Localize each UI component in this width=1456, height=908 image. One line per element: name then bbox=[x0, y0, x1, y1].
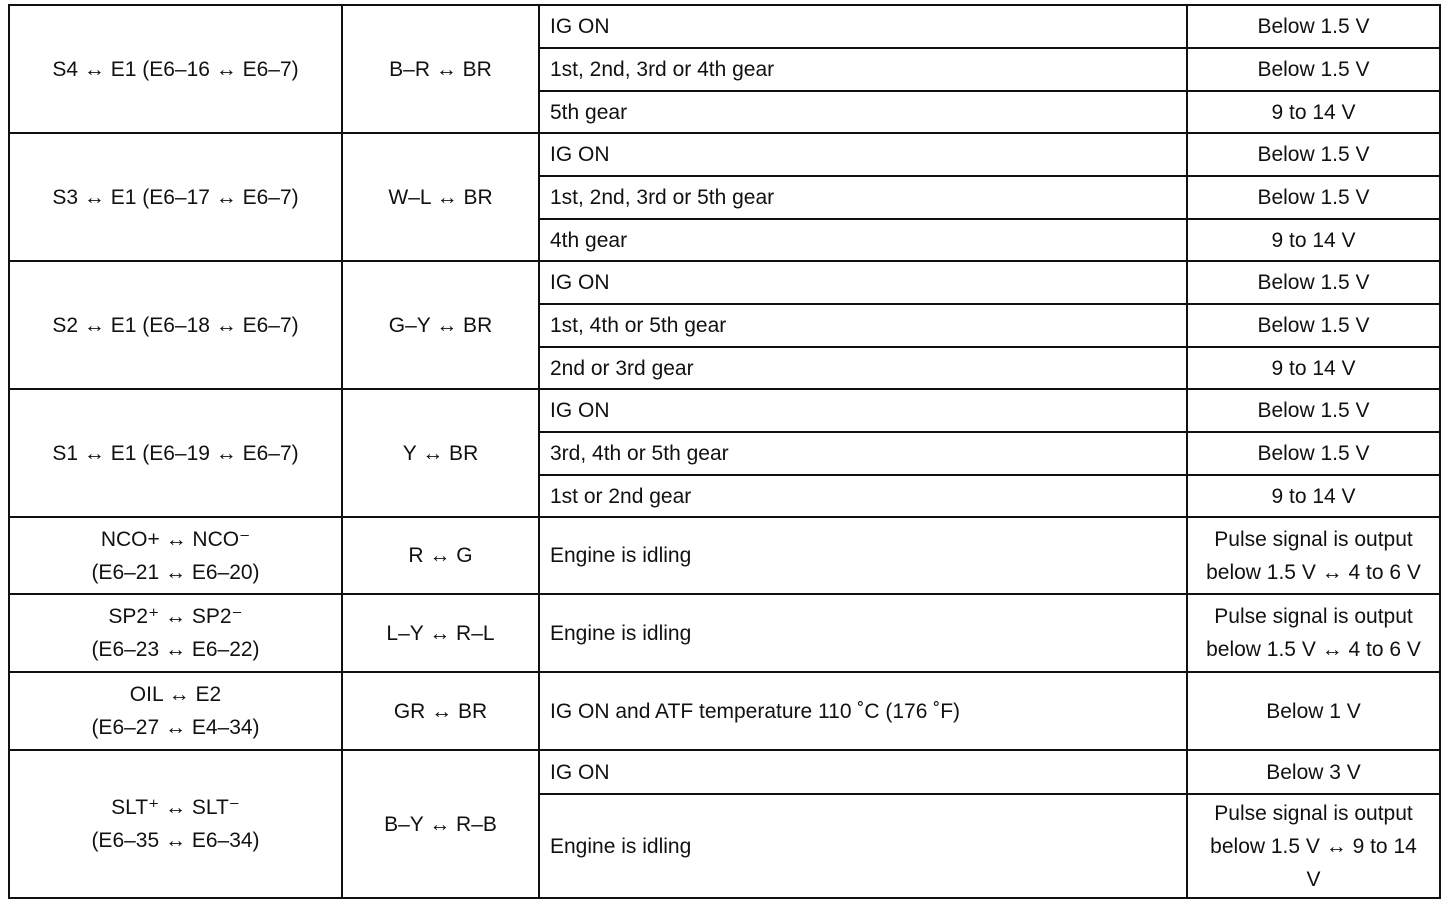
cell-line: (E6–35 ↔ E6–34) bbox=[91, 829, 260, 852]
specified-condition-cell bbox=[1187, 475, 1440, 517]
specified-condition-cell bbox=[1187, 389, 1440, 432]
specified-condition-cell bbox=[1187, 750, 1440, 794]
cell-line: below 1.5 V ↔ 4 to 6 V bbox=[1206, 638, 1421, 661]
terminal-cell bbox=[9, 261, 342, 389]
terminal-cell bbox=[9, 672, 342, 750]
condition-cell: IG ON bbox=[539, 5, 1187, 48]
cell-line: below 1.5 V ↔ 4 to 6 V bbox=[1206, 560, 1421, 584]
condition-cell: IG ON bbox=[539, 133, 1187, 176]
cell-line: S3 ↔ E1 (E6–17 ↔ E6–7) bbox=[52, 185, 299, 209]
specified-condition-cell bbox=[1187, 261, 1440, 304]
wiring-color-cell: Y ↔ BR bbox=[342, 389, 539, 517]
cell-line: (E6–23 ↔ E6–22) bbox=[91, 638, 260, 661]
cell-line: Below 1.5 V bbox=[1257, 442, 1370, 465]
cell-line: SLT⁺ ↔ SLT⁻ bbox=[111, 796, 240, 819]
table-row bbox=[9, 517, 1440, 594]
cell-line: (E6–27 ↔ E4–34) bbox=[91, 716, 260, 739]
wiring-color-cell: B–Y ↔ R–B bbox=[342, 750, 539, 898]
terminal-cell bbox=[9, 750, 342, 898]
terminal-inspection-table bbox=[8, 4, 1441, 899]
wiring-color-cell: B–R ↔ BR bbox=[342, 5, 539, 133]
wiring-color-cell: L–Y ↔ R–L bbox=[342, 594, 539, 672]
specified-condition-cell bbox=[1187, 176, 1440, 219]
terminal-cell bbox=[9, 389, 342, 517]
wiring-color-cell: G–Y ↔ BR bbox=[342, 261, 539, 389]
terminal-cell bbox=[9, 133, 342, 261]
table-row bbox=[9, 5, 1440, 48]
specified-condition-cell bbox=[1187, 219, 1440, 261]
table-body bbox=[9, 5, 1440, 898]
condition-cell: IG ON bbox=[539, 261, 1187, 304]
wiring-color-cell: GR ↔ BR bbox=[342, 672, 539, 750]
cell-line: SP2⁺ ↔ SP2⁻ bbox=[108, 605, 243, 628]
cell-line: (E6–21 ↔ E6–20) bbox=[91, 560, 260, 584]
cell-line: NCO+ ↔ NCO⁻ bbox=[100, 527, 251, 551]
table-row bbox=[9, 261, 1440, 304]
cell-line: 9 to 14 V bbox=[1271, 356, 1356, 380]
condition-cell: 1st, 2nd, 3rd or 4th gear bbox=[539, 48, 1187, 91]
condition-cell: Engine is idling bbox=[539, 517, 1187, 594]
specified-condition-cell bbox=[1187, 672, 1440, 750]
cell-line: V bbox=[1306, 867, 1321, 891]
specified-condition-cell bbox=[1187, 432, 1440, 475]
specified-condition-cell bbox=[1187, 347, 1440, 389]
wiring-color-cell: R ↔ G bbox=[342, 517, 539, 594]
terminal-cell bbox=[9, 5, 342, 133]
cell-line: 9 to 14 V bbox=[1271, 100, 1356, 124]
condition-cell: Engine is idling bbox=[539, 594, 1187, 672]
specified-condition-cell bbox=[1187, 304, 1440, 347]
cell-line: Below 1.5 V bbox=[1257, 186, 1370, 209]
cell-line: Below 1.5 V bbox=[1257, 143, 1370, 166]
condition-cell: 5th gear bbox=[539, 91, 1187, 133]
condition-cell: 4th gear bbox=[539, 219, 1187, 261]
cell-line: Below 1.5 V bbox=[1257, 271, 1370, 294]
specified-condition-cell bbox=[1187, 91, 1440, 133]
cell-line: Below 1 V bbox=[1266, 699, 1361, 723]
specified-condition-cell bbox=[1187, 594, 1440, 672]
table-row bbox=[9, 750, 1440, 794]
cell-line: Below 1.5 V bbox=[1257, 314, 1370, 337]
table-row bbox=[9, 389, 1440, 432]
cell-line: Below 1.5 V bbox=[1257, 58, 1370, 81]
cell-line: 9 to 14 V bbox=[1271, 228, 1356, 252]
cell-line: Pulse signal is output bbox=[1214, 801, 1413, 825]
condition-cell: IG ON bbox=[539, 750, 1187, 794]
terminal-cell bbox=[9, 517, 342, 594]
specified-condition-cell bbox=[1187, 133, 1440, 176]
cell-line: Below 1.5 V bbox=[1257, 399, 1370, 422]
cell-line: Below 1.5 V bbox=[1257, 15, 1370, 38]
condition-cell: 1st, 2nd, 3rd or 5th gear bbox=[539, 176, 1187, 219]
cell-line: S4 ↔ E1 (E6–16 ↔ E6–7) bbox=[52, 57, 299, 81]
cell-line: S2 ↔ E1 (E6–18 ↔ E6–7) bbox=[52, 313, 299, 337]
condition-cell: IG ON and ATF temperature 110 ˚C (176 ˚F) bbox=[539, 672, 1187, 750]
cell-line: S1 ↔ E1 (E6–19 ↔ E6–7) bbox=[52, 441, 299, 465]
specified-condition-cell bbox=[1187, 794, 1440, 898]
cell-line: Pulse signal is output bbox=[1214, 527, 1413, 551]
cell-line: OIL ↔ E2 bbox=[129, 683, 222, 706]
condition-cell: Engine is idling bbox=[539, 794, 1187, 898]
cell-line: Pulse signal is output bbox=[1214, 605, 1413, 628]
condition-cell: 3rd, 4th or 5th gear bbox=[539, 432, 1187, 475]
specified-condition-cell bbox=[1187, 48, 1440, 91]
specified-condition-cell bbox=[1187, 5, 1440, 48]
terminal-cell bbox=[9, 594, 342, 672]
table-row bbox=[9, 672, 1440, 750]
cell-line: Below 3 V bbox=[1266, 760, 1361, 784]
condition-cell: 2nd or 3rd gear bbox=[539, 347, 1187, 389]
wiring-color-cell: W–L ↔ BR bbox=[342, 133, 539, 261]
specified-condition-cell bbox=[1187, 517, 1440, 594]
condition-cell: 1st or 2nd gear bbox=[539, 475, 1187, 517]
condition-cell: 1st, 4th or 5th gear bbox=[539, 304, 1187, 347]
table-row bbox=[9, 594, 1440, 672]
condition-cell: IG ON bbox=[539, 389, 1187, 432]
table-row bbox=[9, 133, 1440, 176]
cell-line: below 1.5 V ↔ 9 to 14 bbox=[1210, 834, 1417, 858]
cell-line: 9 to 14 V bbox=[1271, 484, 1356, 508]
